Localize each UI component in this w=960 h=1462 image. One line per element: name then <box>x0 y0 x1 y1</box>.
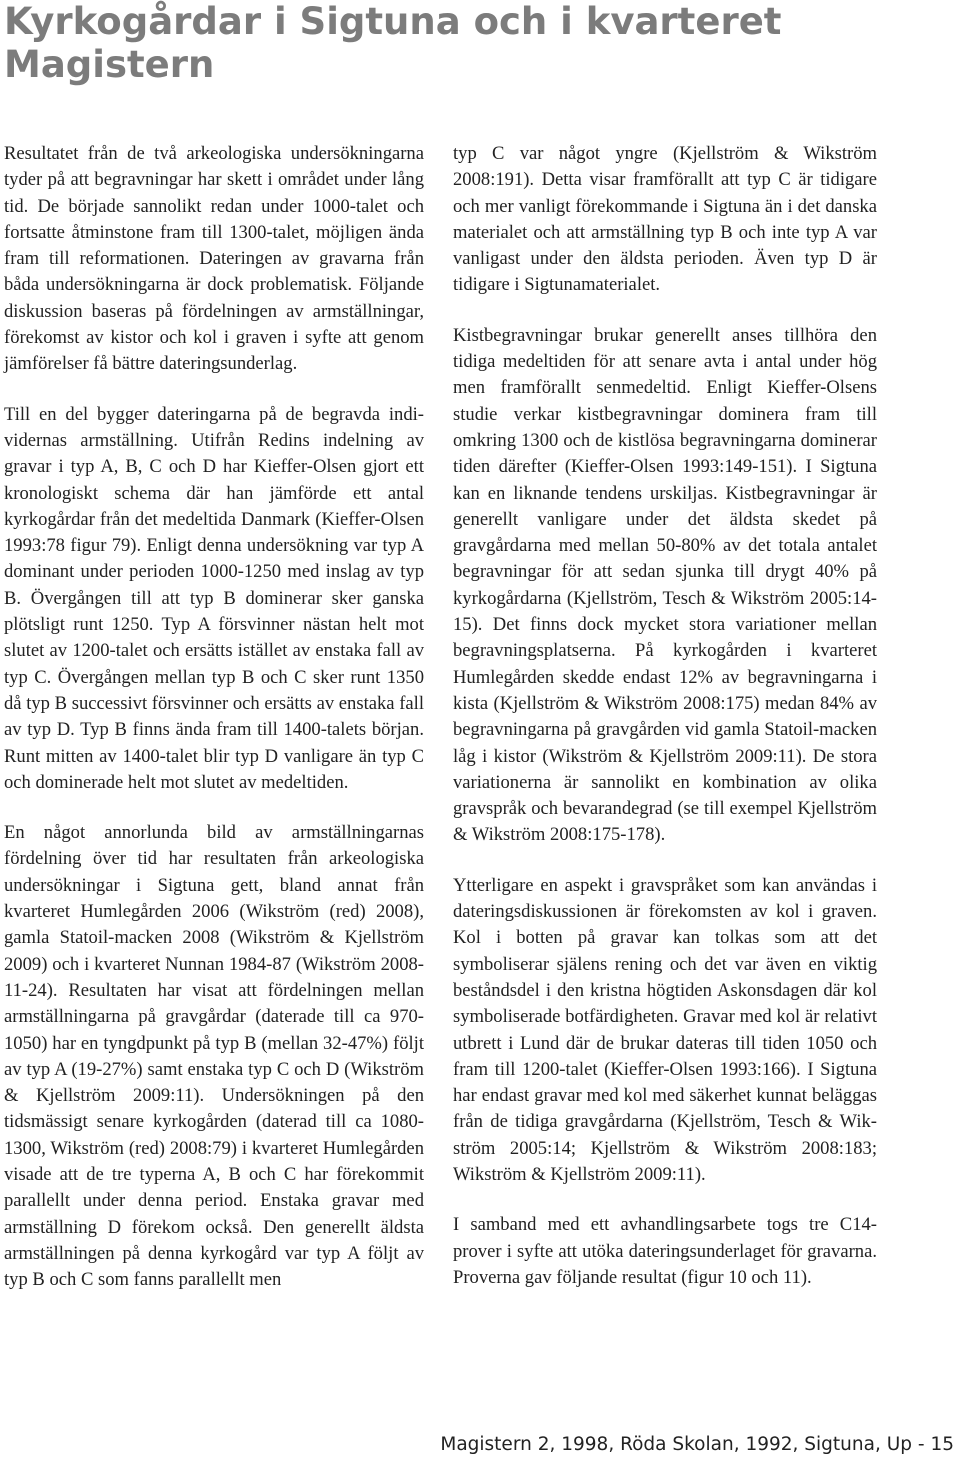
paragraph: I samband med ett avhandlingsarbete togs tre C14-prover i syfte att utöka dateringsunderlaget för gravarna. Proverna gav följande resultat (figur 10 och 11). <box>453 1214 877 1288</box>
paragraph: Kistbegravningar brukar generellt anses tillhöra den tidiga medeltiden för att senare avta i antal under hög men framförallt senmedeltid. Enligt Kieffer-Olsens studie verkar kistbegravningar dominera fram till omkring 1300 och de kistlösa begravningarna dominerar tiden därefter (Kieffer-Olsen 1993:149-151). I Sigtuna kan en liknande tendens urskiljas. Kistbegravningar är generellt vanligare under det äldsta skedet på gravgårdarna med mellan 50-80% av det totala antalet begravningar för att sedan sjunka till drygt 40% på kyrkogårdarna (Kjellström, Tesch & Wikström 2005:14-15). Det finns dock mycket stora variationer mellan begravningsplatserna. På kyrkogården i kvarteret Humlegården skedde endast 12% av begravningarna i kista (Kjellström & Wikström 2008:175) medan 84% av begravningarna på gravgården vid gamla Statoil-macken låg i kistor (Wikström & Kjellström 2009:11). De stora variationerna är sannolikt en kombination av olika gravspråk och bevarandegrad (se till exempel Kjellström & Wikström 2008:175-178). <box>453 324 877 846</box>
paragraph: Ytterligare en aspekt i gravspråket som kan användas i dateringsdiskussionen är förekomsten av kol i graven. Kol i botten på gravar kan tolkas som att det symboliserar själens rening och det var även en viktig beståndsdel i den kristna högtiden Askonsdagen där kol symboliserade botfärdigheten. Gravar med kol är relativt utbrett i Lund där de brukar dateras till tiden 1050 och fram till 1200-talet (Kieffer-Olsen 1993:166). I Sigtuna har endast gravar med kol med säkerhet kunnat beläggas från de tidiga gravgårdarna (Kjellström, Tesch & Wikström 2005:14; Kjellström & Wikström 2008:183; Wikström & Kjellström 2009:11). <box>453 874 877 1185</box>
paragraph: typ C var något yngre (Kjellström & Wikström 2008:191). Detta visar framförallt att typ C är tidigare och mer vanligt förekommande i Sigtuna än i det danska materialet och att armställning typ B och inte typ A var vanligast under den äldsta perioden. Även typ D är tidigare i Sigtunamaterialet. <box>453 143 877 296</box>
left-text-column <box>4 141 424 1293</box>
paragraph: Till en del bygger dateringarna på de begravda individernas armställning. Utifrån Redins indelning av gravar i typ A, B, C och D har Kieffer-Olsen gjort ett kronologiskt schema där han jämförde ett antal kyrkogårdar från det medeltida Danmark (Kieffer-Olsen 1993:78 figur 79). Enligt denna undersökning var typ A dominant under perioden 1000-1250 med inslag av typ B. Övergången till att typ B dominerar sker ganska plötsligt runt 1250. Typ A försvinner nästan helt mot slutet av 1200-talet och ersätts istället av enstaka fall av typ C. Övergången mellan typ B och C sker runt 1350 då typ B successivt försvinner och ersätts av enstaka fall av typ D. Typ B finns ända fram till 1400-talets början. Runt mitten av 1400-talet blir typ D vanligare än typ C och dominerade helt mot slutet av medeltiden. <box>4 403 424 793</box>
article-title: Kyrkogårdar i Sigtuna och i kvarteret Magistern <box>4 0 782 86</box>
paragraph: Resultatet från de två arkeologiska undersökningarna tyder på att begravningar har skett i området under lång tid. De började sannolikt redan under 1000-talet och fortsatte åtminstone fram till 1300-talet, möjligen ända fram till reformationen. Dateringen av gravarna från båda undersökningarna är dock problematisk. Följande diskussion baseras på fördelningen av armställningar, förekomst av kistor och kol i graven i syfte att genom jämförelser få bättre dateringsunderlag. <box>4 143 424 375</box>
right-text-column <box>453 141 877 1291</box>
paragraph: En något annorlunda bild av armställningarnas fördelning över tid har resultaten från arkeologiska undersökningar i Sigtuna gett, bland annat från kvarteret Humlegården 2006 (Wikström (red) 2008), gamla Statoil-macken 2008 (Wikström & Kjellström 2009) och i kvarteret Nunnan 1984-87 (Wikström 2008-11-24). Resultaten har visat att fördelningen mellan armställningarna på gravgårdar (daterade till ca 970-1050) har en tyngdpunkt på typ B (mellan 32-47%) följt av typ A (19-27%) samt enstaka typ C och D (Wikström & Kjellström 2009:11). Undersökningen på den tidsmässigt senare kyrkogården (daterad till ca 1080-1300, Wikström (red) 2008:79) i kvarteret Humlegården visade att de tre typerna A, B och C har förekommit parallellt under denna period. Enstaka gravar med armställning D förekom också. Den generellt äldsta armställningen på denna kyrkogård var typ A följt av typ B och C som fanns parallellt men <box>4 822 424 1291</box>
page-footer: Magistern 2, 1998, Röda Skolan, 1992, Sigtuna, Up - 15 <box>440 1434 954 1455</box>
